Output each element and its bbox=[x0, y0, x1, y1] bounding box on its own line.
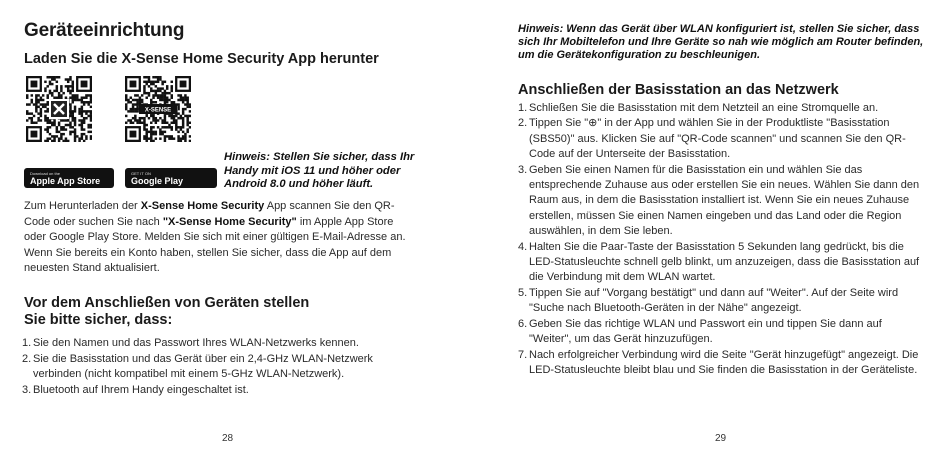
page-number: 29 bbox=[715, 433, 727, 444]
step-text: Tippen Sie auf "Vorgang bestätigt" und dann auf "Weiter". Auf der Seite wird "Suche nach Bluetooth-Geräten in der Nähe" angezeigt. bbox=[529, 286, 899, 315]
apple-app-store-badge[interactable] bbox=[24, 168, 114, 188]
list-item-text: Sie den Namen und das Passwort Ihres WLAN-Netzwerks kennen. bbox=[33, 337, 359, 349]
step-text: Tippen Sie "⊕" in der App und wählen Sie in der Produktliste "Basisstation (SBS50)" aus. Klicken Sie auf "QR-Code scannen" und scannen Sie den QR-Code auf der Unterseite der Basisstation. bbox=[529, 117, 906, 161]
step-item bbox=[520, 163, 925, 240]
intro-text: im Apple App Store oder Google Play Store. Melden Sie sich mit einer gültigen E-Mail-Adresse an. Wenn Sie bereits ein Konto haben, stellen Sie sicher, dass die App auf dem neuesten Stand aktualisiert. bbox=[24, 215, 406, 274]
step-number: 7. bbox=[518, 348, 528, 361]
heading-line: Vor dem Anschließen von Geräten stellen bbox=[24, 295, 310, 311]
download-heading: Laden Sie die X-Sense Home Security App herunter bbox=[24, 51, 379, 67]
step-item bbox=[520, 116, 925, 162]
before-connecting-heading bbox=[24, 295, 309, 329]
step-item bbox=[520, 348, 925, 379]
app-name: X-Sense Home Security bbox=[140, 200, 265, 212]
step-item bbox=[520, 101, 925, 116]
step-item bbox=[520, 286, 925, 317]
step-item bbox=[520, 240, 925, 286]
badge-label: Google Play bbox=[131, 175, 184, 186]
step-text: Geben Sie einen Namen für die Basisstation ein und wählen Sie das entsprechende Zuhause aus oder erstellen Sie ein neues. Wählen Sie dann den Raum aus, in dem die Basisstation installiert ist. Wenn Sie ein neues Zuhause erstellen, müssen Sie einen Namen eingeben und das Land oder die Region auswählen, in dem Sie leben. bbox=[529, 163, 920, 238]
download-instructions bbox=[24, 199, 409, 277]
os-requirement-hint: Hinweis: Stellen Sie sicher, dass Ihr Handy mit iOS 11 und höher oder Android 8.0 und höher läuft. bbox=[224, 151, 415, 190]
step-item bbox=[520, 317, 925, 348]
step-text: Nach erfolgreicher Verbindung wird die Seite "Gerät hinzugefügt" angezeigt. Die LED-Statusleuchte bleibt blau und Sie finden die Basisstation in der Geräteliste. bbox=[529, 348, 919, 376]
list-number: 1. bbox=[22, 337, 32, 349]
google-play-badge[interactable] bbox=[125, 168, 217, 188]
list-number: 3. bbox=[22, 383, 32, 396]
step-text: Halten Sie die Paar-Taste der Basisstation 5 Sekunden lang gedrückt, bis die LED-Statusleuchte schnell gelb blinkt, um anzuzeigen, dass die Basisstation auf die Verbindung mit dem WLAN wartet. bbox=[529, 240, 920, 284]
badge-small-text: Download on the bbox=[30, 170, 61, 176]
google-play-qr-code[interactable] bbox=[125, 76, 191, 142]
connection-steps bbox=[520, 101, 925, 378]
intro-text: App scannen Sie den QR-Code oder suchen Sie nach bbox=[24, 200, 395, 228]
step-number: 4. bbox=[518, 240, 528, 253]
qr-brand-label: X-SENSE bbox=[144, 107, 172, 114]
step-text: Schließen Sie die Basisstation mit dem Netzteil an eine Stromquelle an. bbox=[529, 102, 879, 114]
step-number: 1. bbox=[518, 102, 528, 114]
list-item bbox=[24, 383, 409, 399]
step-text: Geben Sie das richtige WLAN und Passwort ein und tippen Sie dann auf "Weiter", um das Gerät hinzuzufügen. bbox=[529, 317, 882, 346]
step-number: 2. bbox=[518, 117, 528, 130]
badge-label: Apple App Store bbox=[30, 175, 101, 186]
list-item bbox=[24, 352, 409, 383]
app-store-qr-code[interactable] bbox=[26, 76, 92, 142]
right-page bbox=[475, 0, 950, 455]
step-number: 5. bbox=[518, 286, 528, 299]
qr-code-image bbox=[26, 76, 92, 142]
list-number: 2. bbox=[22, 352, 32, 365]
list-item-text: Bluetooth auf Ihrem Handy eingeschaltet ist. bbox=[33, 383, 249, 396]
step-number: 6. bbox=[518, 317, 528, 330]
page-number: 28 bbox=[222, 433, 234, 444]
heading-line: Sie bitte sicher, dass: bbox=[24, 312, 173, 328]
prerequisite-list bbox=[24, 336, 409, 398]
qr-code-image bbox=[125, 76, 191, 142]
list-item bbox=[24, 336, 409, 352]
wlan-hint: Hinweis: Wenn das Gerät über WLAN konfiguriert ist, stellen Sie sicher, dass sich Ihr Mobiltelefon und Ihre Geräte so nah wie möglich am Router befinden, um die Gerätekonfiguration zu beschleunigen. bbox=[518, 23, 924, 61]
app-search-term: "X-Sense Home Security" bbox=[162, 215, 297, 228]
connect-heading: Anschließen der Basisstation an das Netzwerk bbox=[518, 82, 839, 98]
step-number: 3. bbox=[518, 163, 528, 176]
page-title: Geräteeinrichtung bbox=[24, 20, 185, 41]
intro-text: Zum Herunterladen der bbox=[24, 200, 141, 212]
list-item-text: Sie die Basisstation und das Gerät über ein 2,4-GHz WLAN-Netzwerk verbinden (nicht kompatibel mit einem 5-GHz WLAN-Netzwerk). bbox=[33, 352, 373, 380]
badge-small-text: GET IT ON bbox=[131, 170, 151, 176]
